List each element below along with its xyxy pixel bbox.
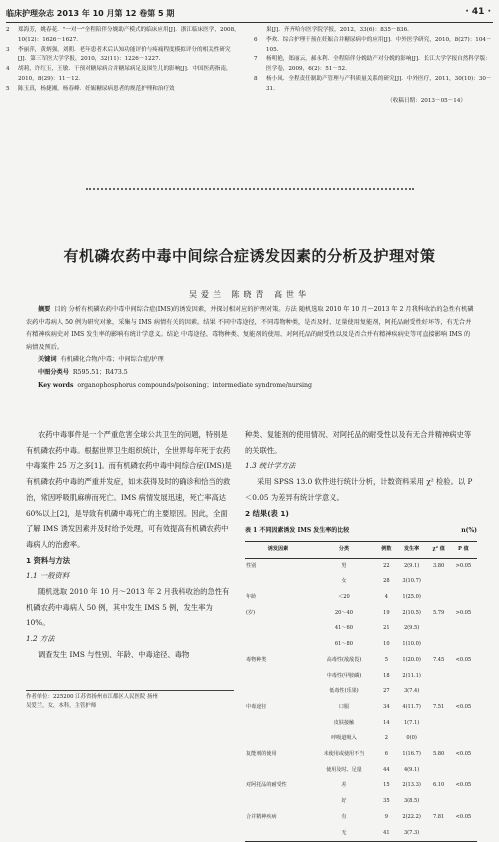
table-cell: 61～80: [334, 641, 353, 648]
reference-text: 陈玉真，杨捷湘，杨春峰．妊娠糖尿病患者的规范护理和治疗效: [18, 85, 175, 92]
table-cell: 2(13.3): [402, 782, 421, 789]
table-cell: 4: [384, 594, 388, 601]
table-cell: 2(10.5): [402, 609, 421, 616]
table-cell: 女: [341, 578, 347, 585]
table-body: [245, 558, 477, 842]
section-heading-results: 2 结果(表 1): [245, 508, 289, 518]
intro-paragraph: 农药中毒事件是一个严重危害全球公共卫生的问题，特别是有机磷农药中毒。根据世界卫生组织统计，全世界每年死于农药中毒案件 25 万之多[1]。而有机磷农药中毒中间综合症(IMS)是有机磷农药中毒的严重并发症，如未获得及时的确诊和恰当的救治，常因呼吸肌麻痹而死亡。IMS 病情发展迅速，死亡率高达 60%以上[2]，是导致有机磷中毒死亡的主要原因。因此，全面了解 IMS 诱发因素并及时给予处理，可有效提高有机磷农药中毒病人的治愈率。: [26, 430, 232, 549]
table-row: [245, 653, 477, 669]
section-divider: [86, 188, 414, 190]
table-cell: 皮肤接触: [333, 719, 355, 726]
table-cell: 27: [383, 688, 390, 695]
table-cell: <0.05: [455, 782, 472, 789]
table-cell: 口服: [338, 703, 350, 710]
clc-text: R595.51；R473.5: [72, 368, 128, 376]
abstract-text: 目的 分析有机磷农药中毒中间综合症(IMS)的诱发因素，并探讨相对应的护理对策。方法 随机选取 2010 年 10 月～2013 年 2 月我科收治的急性有机磷农药中毒病人 50 例为研究对象，采集与 IMS 病情有关的因素。结果 不同中毒途径，不同毒物种类，是否及时、足量使用复能剂，阿托品耐受性好坏等，有无合并有精神疾病史对 IMS 发生率的影响有统计学意义。结论 中毒途径、毒物种类、复能剂的使用、对阿托品的耐受性以及是否合并有精神疾病史等可直接影响 IMS 的病情及预后。: [26, 306, 474, 351]
table-cell: 年龄: [246, 594, 257, 601]
table-row: [245, 558, 477, 574]
table-cell: [245, 716, 311, 732]
table-row: [245, 669, 477, 685]
table-cell: <0.05: [455, 751, 472, 758]
reference-text: 郑海芳，姚春花．"一对一"全程陪伴分娩助产模式的临床应用[J]．浙江临床医学，2008，10(12)：1626－1627.: [18, 27, 240, 43]
table-cell: 41: [377, 826, 396, 842]
keywords-label: 关键词: [38, 356, 57, 364]
table-cell: 15: [383, 782, 390, 789]
reference-text: 李丽萍，黄炳强，刘朝．老年患者术后认知功能评价与疼痛程度模拟评分的相关性研究[J]．第三军医大学学报，2010，32(11)：1226－1227.: [18, 46, 231, 63]
table-cell: 35: [383, 798, 390, 805]
reference-number: 8: [254, 75, 258, 82]
table-cell: 3(8.5): [403, 798, 420, 805]
abstract: [26, 304, 476, 354]
footnote-affiliation: 作者单位：225200 江苏省扬州市江都区人民医院 扬州: [26, 694, 158, 700]
reference-number: 2: [6, 27, 10, 33]
table-cell: [427, 669, 449, 685]
table-cell: 5.80: [432, 751, 445, 758]
table-row: [245, 590, 477, 606]
table-row: [245, 637, 477, 653]
table-cell: [245, 621, 311, 637]
table-cell: 2(11.1): [402, 672, 421, 679]
table-row: [245, 621, 477, 637]
abstract-block: [26, 304, 476, 392]
table-row: [245, 731, 477, 747]
en-keywords-text: organophosphorus compounds/poisoning；intermediate syndrome/nursing: [77, 381, 312, 389]
paragraph-methods: 调查发生 IMS 与性别、年龄、中毒途径、毒物: [38, 649, 190, 659]
table-cell: [427, 590, 449, 606]
table-cell: [245, 637, 311, 653]
table-cell: [450, 826, 477, 842]
table-cell: 6: [384, 751, 388, 758]
table-cell: <0.05: [455, 656, 472, 663]
keywords: [26, 354, 476, 367]
table-cell: [427, 731, 449, 747]
reference-number: 6: [254, 36, 258, 43]
table-header-cell: 诱发因素: [245, 541, 311, 558]
table-cell: [245, 763, 311, 779]
results-table: [245, 541, 477, 842]
table-row: [245, 794, 477, 810]
table-cell: 2(9.1): [403, 562, 420, 569]
article-title: 有机磷农药中毒中间综合症诱发因素的分析及护理对策: [63, 247, 436, 265]
table-row: [245, 747, 477, 763]
table-cell: 5.79: [432, 609, 445, 616]
table-cell: [245, 826, 311, 842]
table-cell: [245, 731, 311, 747]
table-cell: 2(22.2): [402, 813, 421, 820]
paragraph-statistics: 采用 SPSS 13.0 软件进行统计分析，计数资料采用 χ² 检验。以 P＜0.05 为差异有统计学意义。: [245, 477, 473, 502]
reference-list-right: [254, 26, 492, 106]
table-row: [245, 763, 477, 779]
table-cell: 对阿托品的耐受性: [246, 782, 287, 789]
table-row: [245, 716, 477, 732]
table-cell: 19: [383, 609, 390, 616]
table-cell: 低毒性(乐果): [329, 688, 359, 695]
reference-number: 5: [6, 85, 10, 92]
reference-text: 李欢．综合护理干预在妊娠合并糖尿病中的应用[J]．中外医学研究，2010，8(27)：104－105.: [266, 36, 492, 53]
table-cell: [245, 794, 311, 810]
table-cell: 3.80: [432, 562, 445, 569]
table-cell: 7.45: [432, 656, 445, 663]
table-row: [245, 826, 477, 842]
table-cell: 高毒性(敌敌畏): [326, 656, 362, 663]
table-row: [245, 574, 477, 590]
table-cell: [450, 637, 477, 653]
table-cell: <0.05: [455, 813, 472, 820]
reference-text: 胡莉，许红玉，王敏．干预对糖尿病合并糖尿病足及围生儿的影响[J]．中国医药指南，2010，8(29)：11－12.: [18, 66, 232, 82]
table-unit: n(%): [461, 527, 477, 535]
author-footnote: [26, 690, 234, 711]
table-row: [245, 778, 477, 794]
table-cell: 2(9.5): [403, 625, 420, 632]
journal-name: 临床护理杂志 2013 年 10 月第 12 卷第 5 期: [6, 9, 175, 18]
table-cell: 有: [341, 813, 347, 820]
table-cell: [427, 684, 449, 700]
table-cell: 44: [383, 766, 390, 773]
table-cell: ＜20: [338, 594, 350, 601]
table-cell: 21: [383, 625, 390, 632]
table-cell: [245, 574, 311, 590]
table-header-cell: 分类: [311, 541, 377, 558]
table-cell: 使用及时、足量: [326, 766, 362, 773]
reference-item: [254, 36, 492, 56]
table-cell: >0.05: [455, 609, 472, 616]
table-header-cell: 例数: [377, 541, 396, 558]
table-title: 表 1 不同因素诱发 IMS 发生率的比较: [245, 527, 350, 535]
table-cell: [245, 684, 311, 700]
table-cell: 28: [383, 578, 390, 585]
page-number: · 41 ·: [465, 7, 491, 17]
running-header: [6, 6, 493, 23]
table-cell: 22: [383, 562, 390, 569]
table-cell: 20～40: [334, 609, 353, 616]
received-date: （收稿日期：2013－05－14）: [387, 97, 466, 104]
table-cell: 3(7.4): [403, 688, 420, 695]
table-cell: 9: [384, 813, 388, 820]
table-cell: [450, 716, 477, 732]
reference-number: 4: [6, 66, 10, 73]
subsection-methods: 1.2 方法: [26, 634, 55, 644]
paragraph-methods-continued: 种类、复能剂的使用情况、对阿托品的耐受性以及有无合并精神病史等的关联性。: [245, 430, 472, 455]
table-cell: 3(7.3): [396, 826, 428, 842]
en-keywords-label: Key words: [38, 381, 74, 389]
table-row: [245, 810, 477, 826]
table-cell: [245, 669, 311, 685]
table-cell: 呼吸道吸入: [331, 735, 357, 742]
table-cell: 性别: [246, 562, 257, 569]
keywords-text: 有机磷化合物/中毒；中间综合症/护理: [60, 356, 164, 364]
table-cell: 无: [311, 826, 377, 842]
table-cell: 1(16.7): [402, 751, 421, 758]
reference-text: 果[J]．齐齐哈尔医学院学报，2012，33(6)：835－836.: [266, 27, 409, 33]
table-cell: 34: [383, 703, 390, 710]
table-cell: 3(10.7): [402, 578, 421, 585]
table-cell: 未使用或使用不当: [323, 751, 365, 758]
reference-number: 7: [254, 56, 258, 63]
english-keywords: [26, 380, 476, 393]
reference-item: [6, 26, 240, 46]
table-cell: 6.10: [432, 782, 445, 789]
table-cell: 1(10.0): [402, 641, 421, 648]
table-cell: 1(7.1): [403, 719, 420, 726]
reference-text: 杨小凤．全程责任制助产管理与产科质量关系的研究[J]．中外医疗，2011，30(10)：30－31.: [266, 75, 492, 92]
table-cell: [450, 731, 477, 747]
table-cell: 复能剂的使用: [246, 751, 277, 758]
clc-label: 中图分类号: [38, 368, 69, 376]
table-row: [245, 700, 477, 716]
subsection-statistics: 1.3 统计学方法: [245, 461, 296, 471]
reference-item: [254, 55, 492, 75]
table-cell: [427, 574, 449, 590]
reference-item: [6, 46, 240, 66]
clc-number: [26, 367, 476, 380]
table-cell: (岁): [246, 609, 256, 616]
table-cell: [427, 621, 449, 637]
table-cell: [427, 794, 449, 810]
table-cell: >0.05: [455, 562, 472, 569]
body-column-right: [245, 427, 477, 842]
table-cell: [450, 590, 477, 606]
table-cell: 7.81: [432, 813, 445, 820]
reference-text: 杨明艳，郑丽云，郝永利．全程陪伴分娩助产对分娩的影响[J]．长江大学学报自然科学版：医学卷，2009，6(2)：51－52.: [266, 56, 491, 73]
reference-item: [6, 85, 240, 95]
table-cell: 中毒性(甲胺磷): [326, 672, 362, 679]
table-cell: [450, 763, 477, 779]
table-cell: 41～60: [334, 625, 353, 632]
table-cell: [450, 684, 477, 700]
reference-item: [6, 65, 240, 85]
table-cell: [427, 826, 449, 842]
table-cell: 7.51: [432, 703, 445, 710]
paragraph-general-data: 随机选取 2010 年 10 月～2013 年 2 月我科收治的急性有机磷农药中毒病人 50 例，其中发生 IMS 5 例，发生率为 10%。: [26, 587, 230, 628]
table-header-cell: P 值: [450, 541, 477, 558]
table-cell: 0(0): [406, 735, 417, 742]
table-caption: [245, 523, 477, 539]
table-cell: 4(9.1): [403, 766, 420, 773]
table-cell: 5: [384, 656, 388, 663]
table-row: [245, 606, 477, 622]
table-cell: 14: [383, 719, 390, 726]
body-column-left: [26, 427, 234, 663]
table-cell: 毒物种类: [246, 656, 267, 663]
table-header-cell: 发生率: [396, 541, 428, 558]
table-cell: [450, 574, 477, 590]
table-header-row: [245, 541, 477, 558]
reference-number: 3: [6, 46, 10, 53]
reference-item: [254, 75, 492, 95]
subsection-general-data: 1.1 一般资料: [26, 571, 70, 581]
section-heading-methods: 1 资料与方法: [26, 555, 71, 565]
reference-item: [254, 26, 492, 36]
table-cell: [427, 637, 449, 653]
abstract-label: 摘要: [38, 306, 51, 313]
table-cell: 10: [383, 641, 390, 648]
table-cell: 18: [383, 672, 390, 679]
table-cell: [427, 763, 449, 779]
table-row: [245, 684, 477, 700]
table-cell: 差: [341, 782, 347, 789]
article-authors: 吴爱兰 陈晓青 高世华: [188, 290, 311, 299]
footnote-author: 吴爱兰，女，本科，主管护师: [26, 703, 97, 709]
table-cell: 合并精神疾病: [246, 813, 277, 820]
table-cell: [427, 716, 449, 732]
table-cell: 好: [341, 798, 347, 805]
table-cell: 中毒途径: [246, 703, 267, 710]
table-header-cell: χ² 值: [427, 541, 449, 558]
table-cell: 1(25.0): [402, 594, 421, 601]
reference-list-left: [6, 26, 240, 95]
table-cell: [450, 794, 477, 810]
table-cell: 2: [384, 735, 388, 742]
table-cell: <0.05: [455, 703, 472, 710]
table-cell: 男: [341, 562, 347, 569]
table-cell: [450, 621, 477, 637]
table-cell: [450, 669, 477, 685]
table-cell: 1(20.0): [402, 656, 421, 663]
table-cell: 4(11.7): [402, 703, 421, 710]
